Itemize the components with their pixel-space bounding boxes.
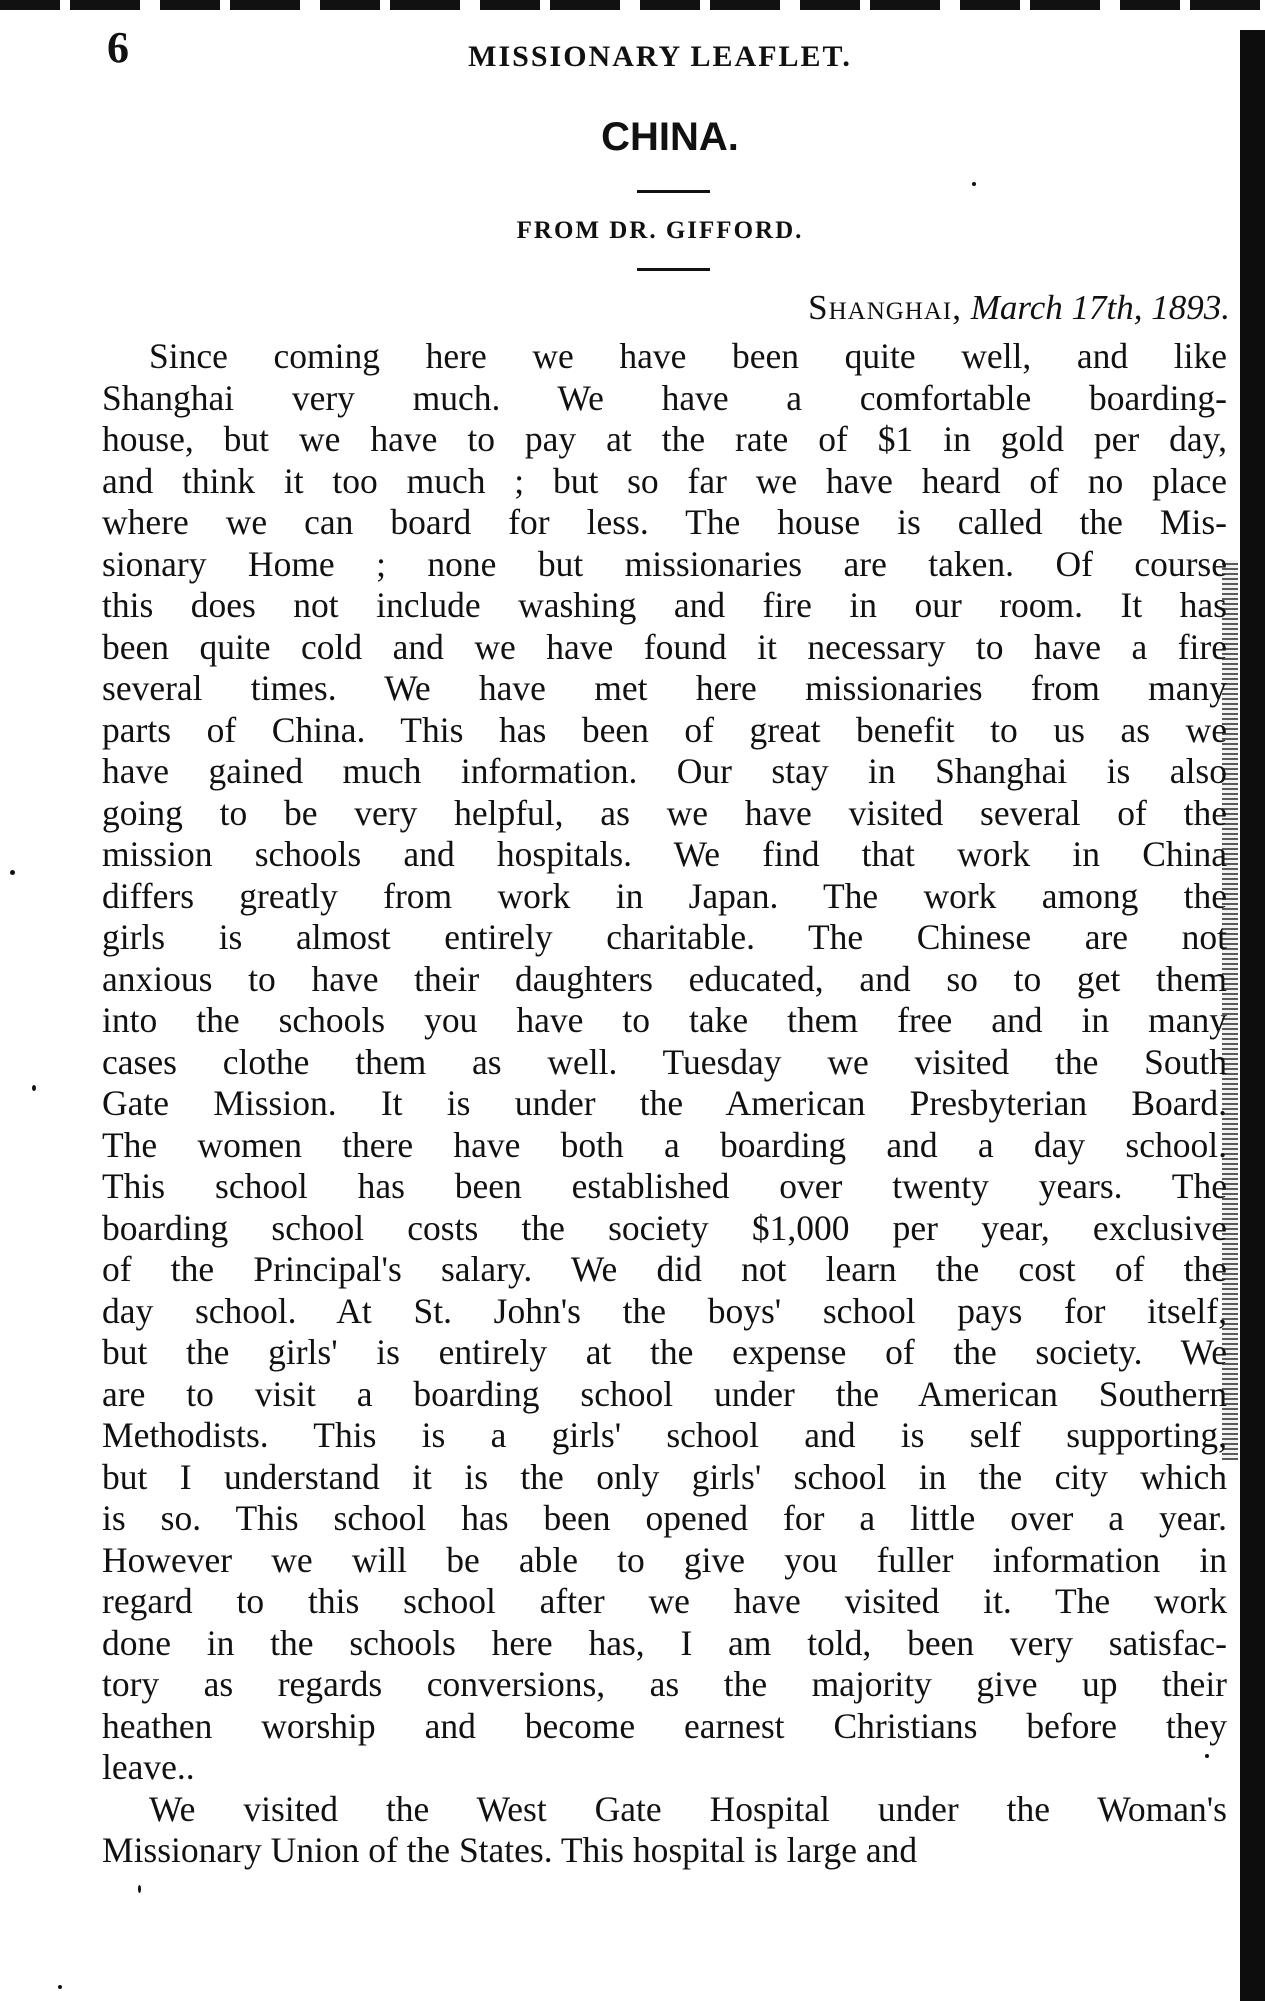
text-line: but I understand it is the only girls' school in the city which (102, 1456, 1227, 1497)
print-speck (32, 1085, 36, 1091)
text-line: Gate Mission. It is under the American Presbyterian Board. (102, 1083, 1227, 1123)
text-line: differs greatly from work in Japan. The work among the (102, 875, 1227, 916)
dateline (600, 288, 1230, 328)
text-line: This school has been established over twenty years. The (102, 1166, 1227, 1206)
text-line: Missionary Union of the States. This hospital is large and (102, 1830, 918, 1870)
text-line: but the girls' is entirely at the expense of the society. We (102, 1332, 1227, 1372)
print-speck (10, 870, 15, 875)
text-line: girls is almost entirely charitable. The Chinese are not (102, 917, 1227, 957)
text-line: We visited the West Gate Hospital under the Woman's (149, 1788, 1227, 1829)
text-line: this does not include washing and fire in our room. It has (102, 585, 1227, 625)
text-line: heathen worship and become earnest Christians before they (102, 1705, 1227, 1746)
text-line: Since coming here we have been quite well, and like (149, 336, 1227, 376)
text-line: regard to this school after we have visited it. The work (102, 1581, 1227, 1621)
text-line: The women there have both a boarding and a day school. (102, 1124, 1227, 1165)
text-line: going to be very helpful, as we have visited several of the (102, 792, 1227, 833)
title-rule (637, 190, 710, 193)
print-speck (972, 182, 976, 186)
article-body (102, 336, 1227, 1872)
text-line: is so. This school has been opened for a little over a year. (102, 1498, 1227, 1538)
page-number: 6 (107, 23, 129, 72)
print-speck (1205, 1754, 1209, 1758)
text-line: cases clothe them as well. Tuesday we visited the South (102, 1041, 1227, 1082)
text-line: Methodists. This is a girls' school and is self supporting, (102, 1415, 1227, 1455)
text-line: several times. We have met here missionaries from many (102, 668, 1227, 708)
text-line: of the Principal's salary. We did not learn the cost of the (102, 1249, 1227, 1289)
text-line: boarding school costs the society $1,000 per year, exclusive (102, 1207, 1227, 1248)
text-line: where we can board for less. The house is called the Mis- (102, 502, 1227, 542)
text-line: anxious to have their daughters educated, and so to get them (102, 958, 1227, 999)
dateline-date: March 17th, 1893. (970, 288, 1230, 327)
page-binding-edge (1240, 30, 1265, 2001)
text-line: been quite cold and we have found it necessary to have a fire (102, 626, 1227, 667)
text-line: tory as regards conversions, as the majority give up their (102, 1664, 1227, 1704)
text-line: mission schools and hospitals. We find that work in China (102, 834, 1227, 874)
running-head: MISSIONARY LEAFLET. (468, 40, 852, 73)
text-line: sionary Home ; none but missionaries are taken. Of course (102, 543, 1227, 584)
byline-rule (637, 268, 710, 271)
text-line: house, but we have to pay at the rate of $1 in gold per day, (102, 419, 1227, 459)
print-speck (58, 1985, 62, 1989)
text-line: day school. At St. John's the boys' school pays for itself, (102, 1290, 1227, 1331)
text-line: done in the schools here has, I am told, been very satisfac- (102, 1622, 1227, 1663)
dateline-place: Shanghai, (808, 288, 962, 327)
section-title: CHINA. (601, 115, 739, 159)
print-speck (138, 1885, 141, 1893)
text-line: into the schools you have to take them free and in many (102, 1000, 1227, 1040)
byline: FROM DR. GIFFORD. (516, 217, 804, 244)
text-line: are to visit a boarding school under the American Southern (102, 1373, 1227, 1414)
page-top-edge (0, 0, 1265, 10)
text-line: parts of China. This has been of great benefit to us as we (102, 709, 1227, 750)
text-line: have gained much information. Our stay in Shanghai is also (102, 751, 1227, 791)
text-line: Shanghai very much. We have a comfortable boarding- (102, 377, 1227, 418)
text-line: leave.. (102, 1747, 195, 1787)
text-line: and think it too much ; but so far we have heard of no place (102, 460, 1227, 501)
text-line: However we will be able to give you fuller information in (102, 1539, 1227, 1580)
